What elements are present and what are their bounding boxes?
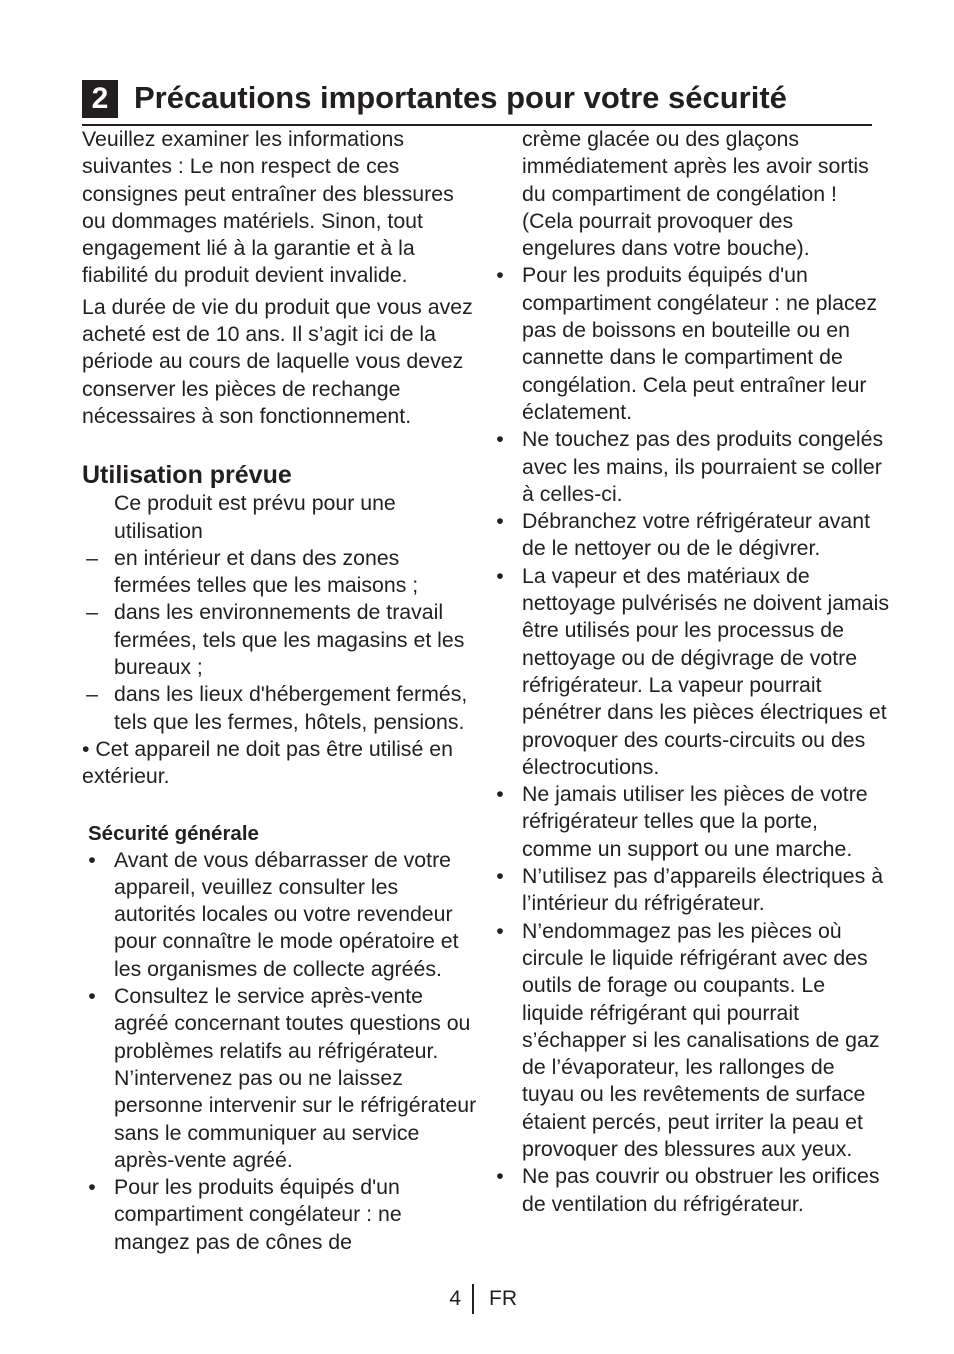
list-item [490, 262, 890, 426]
list-item [490, 1163, 890, 1218]
bullet-marker: • [496, 563, 504, 588]
list-item-text: Consultez le service après-vente agréé concernant toutes questions ou problèmes relatifs au réfrigérateur. N’intervenez pas ou ne laissez personne intervenir sur le réfrigérateur sans le communiquer au service après-vente agréé. [114, 984, 477, 1172]
list-item-text: Pour les produits équipés d'un compartiment congélateur : ne mangez pas de cônes de [114, 1175, 402, 1254]
intended-use-lead: Ce produit est prévu pour une utilisation [114, 491, 396, 543]
dash-marker: – [86, 682, 98, 707]
list-item [490, 781, 890, 863]
list-item-text: en intérieur et dans des zones fermées telles que les maisons ; [114, 545, 419, 598]
bullet-marker: • [496, 509, 504, 534]
list-item-text: Ne jamais utiliser les pièces de votre réfrigérateur telles que la porte, comme un support ou une marche. [522, 782, 868, 861]
list-item [490, 426, 890, 508]
left-column [82, 126, 482, 1256]
list-item [82, 599, 482, 681]
list-item-text: N’utilisez pas d’appareils électriques à l’intérieur du réfrigérateur. [522, 864, 884, 916]
page-title: Précautions importantes pour votre sécurité [134, 80, 787, 115]
footer-divider [472, 1284, 474, 1314]
lifetime-paragraph: La durée de vie du produit que vous avez acheté est de 10 ans. Il s’agit ici de la période au cours de laquelle vous devez conserver les pièces de rechange nécessaires à son fonctionnement. [82, 294, 473, 428]
continued-item-text: crème glacée ou des glaçons immédiatement après les avoir sortis du compartiment de congélation ! (Cela pourrait provoquer des engelures dans votre bouche). [522, 127, 869, 261]
bullet-marker: • [496, 782, 504, 807]
section-header [82, 80, 872, 126]
dash-marker: – [86, 545, 98, 570]
list-item-text: La vapeur et des matériaux de nettoyage pulvérisés ne doivent jamais être utilisés pour les processus de nettoyage ou de dégivrage de votre réfrigérateur. La vapeur pourrait pénétrer dans les pièces électriques et provoquer des courts-circuits ou des électrocutions. [522, 563, 889, 779]
list-item [82, 847, 482, 983]
page-number: 4 [449, 1287, 461, 1310]
list-item-text: dans les environnements de travail fermées, tels que les magasins et les bureaux ; [114, 600, 465, 680]
list-item [82, 545, 482, 600]
general-safety-heading: Sécurité générale [88, 821, 259, 845]
dash-marker: – [86, 600, 98, 625]
list-item [490, 918, 890, 1164]
list-item-text: Débranchez votre réfrigérateur avant de le nettoyer ou de le dégivrer. [522, 509, 871, 561]
language-code: FR [489, 1287, 517, 1310]
bullet-marker: • [496, 1164, 504, 1189]
right-column [490, 126, 890, 1218]
list-item-text: N’endommagez pas les pièces où circule le liquide réfrigérant avec des outils de forage ou coupants. Le liquide réfrigérant qui pourrait s’échapper si les canalisations de gaz de l’évaporateur, les rallonges de tuyau ou les revêtements de surface étaient percés, peut irriter la peau et provoquer des blessures aux yeux. [522, 918, 880, 1161]
outdoor-note: • Cet appareil ne doit pas être utilisé en extérieur. [82, 736, 453, 789]
list-item-text: Ne touchez pas des produits congelés avec les mains, ils pourraient se coller à celles-ci. [522, 427, 884, 506]
list-item [82, 1174, 482, 1256]
intended-use-heading: Utilisation prévue [82, 461, 292, 490]
bullet-marker: • [88, 984, 96, 1009]
list-item [490, 563, 890, 781]
list-item-text: Ne pas couvrir ou obstruer les orifices de ventilation du réfrigérateur. [522, 1164, 880, 1216]
bullet-marker: • [496, 918, 504, 943]
section-number-badge: 2 [82, 80, 118, 118]
page-footer [0, 1284, 954, 1314]
list-item [490, 863, 890, 918]
bullet-marker: • [496, 427, 504, 452]
list-item [82, 983, 482, 1174]
list-item [82, 681, 482, 736]
list-item [490, 508, 890, 563]
list-item-text: Avant de vous débarrasser de votre appareil, veuillez consulter les autorités locales ou votre revendeur pour connaître le mode opératoire et les organismes de collecte agréés. [114, 847, 459, 981]
bullet-marker: • [496, 864, 504, 889]
list-item-text: dans les lieux d'hébergement fermés, tels que les fermes, hôtels, pensions. [114, 682, 468, 734]
bullet-marker: • [88, 1175, 96, 1200]
bullet-marker: • [496, 263, 504, 288]
bullet-marker: • [88, 847, 96, 872]
intro-paragraph: Veuillez examiner les informations suivantes : Le non respect de ces consignes peut entraîner des blessures ou dommages matériels. Sinon, tout engagement lié à la garantie et à la fiabilité du produit devient invalide. [82, 127, 454, 288]
list-item-text: Pour les produits équipés d'un compartiment congélateur : ne placez pas de boissons en bouteille ou en cannette dans le compartiment de congélation. Cela peut entraîner leur éclatement. [522, 263, 878, 424]
